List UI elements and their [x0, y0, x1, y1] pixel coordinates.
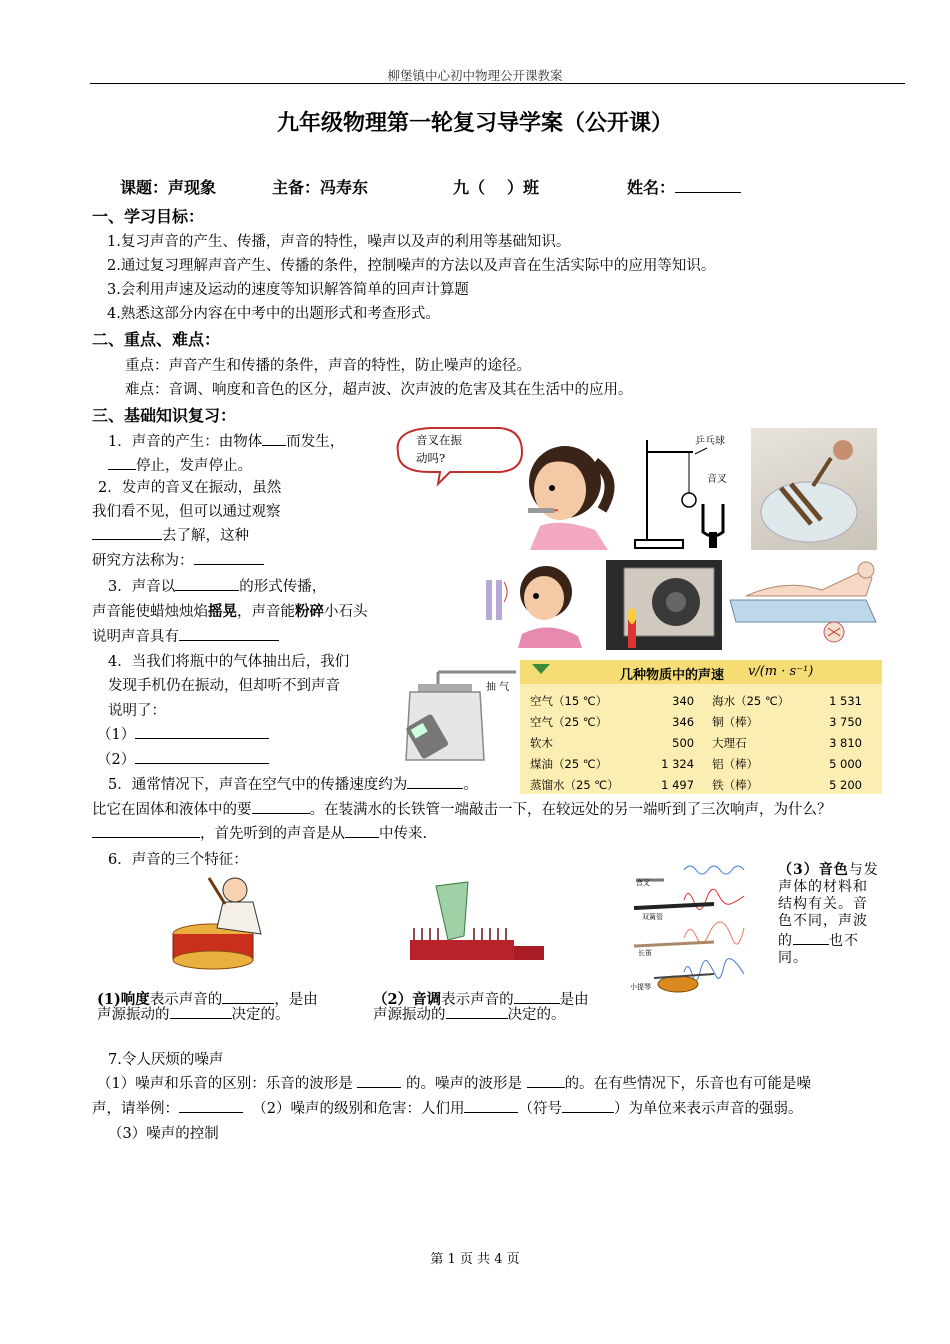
q2-line4: 研究方法称为： — [92, 549, 264, 570]
timbre-caption: （3）音色与发声体的材料和结构有关。音色不同，声波的 也不同。 — [778, 862, 879, 966]
pump-label: 抽 气 — [486, 682, 510, 693]
pingpong-fork-figure — [633, 432, 741, 550]
drummer-figure — [165, 868, 281, 974]
q3-line2: 声音能使蜡烛烛焰摇晃，声音能粉碎小石头 — [92, 603, 368, 620]
class-field: 九（ ）班 — [453, 178, 540, 197]
table-row: 煤油（25 ℃） 1 324 铝（棒） 5 000 — [530, 756, 862, 771]
triangle-marker-icon — [532, 664, 550, 676]
q5-line2: 比它在固体和液体中的要 。在装满水的长铁管一端敲击一下，在较远处的另一端听到了三次响声，为什么？ — [92, 798, 832, 819]
bubble-line2: 动吗? — [416, 451, 446, 465]
q4-answer-2: （2） — [97, 748, 269, 769]
goal-2: 2.通过复习理解声音产生、传播的条件，控制噪声的方法以及声音在生活实际中的应用等知识。 — [107, 258, 716, 274]
loudness-caption-1: (1)响度表示声音的 ，是由 — [97, 991, 318, 1008]
instrument-waveforms-figure — [624, 856, 772, 996]
girl-tuning-fork-figure — [390, 422, 622, 550]
fork-label: 音叉 — [707, 474, 727, 485]
q1-line2: 停止，发声停止。 — [108, 454, 252, 475]
page-title: 九年级物理第一轮复习导学案（公开课） — [276, 111, 673, 136]
q7-line2: 声，请举例： （2）噪声的级别和危害：人们用 （符号 ）为单位来表示声音的强弱。 — [92, 1097, 802, 1118]
goal-3: 3.会利用声速及运动的速度等知识解答简单的回声计算题 — [107, 282, 469, 298]
speaker-candle-photo — [606, 560, 722, 650]
q3-line1: 3．声音以 的形式传播， — [108, 575, 326, 596]
q4-line2: 发现手机仍在振动，但却听不到声音 — [108, 678, 340, 694]
fork-water-photo — [751, 428, 877, 550]
table-row: 软木 500 大理石 3 810 — [530, 735, 862, 750]
instrument-label-fork: 音叉 — [636, 879, 650, 887]
q3-line3: 说明声音具有 — [92, 625, 279, 646]
pingpong-label: 乒乓球 — [695, 436, 725, 447]
header-rule — [90, 83, 905, 84]
table-row: 空气（25 ℃） 346 铜（棒） 3 750 — [530, 714, 862, 729]
instrument-label-violin: 小提琴 — [630, 983, 651, 991]
key-points: 重点：声音产生和传播的条件，声音的特性，防止噪声的途径。 — [125, 358, 531, 374]
q4-line1: 4．当我们将瓶中的气体抽出后，我们 — [108, 654, 350, 670]
q7-heading: 7.令人厌烦的噪声 — [108, 1052, 224, 1068]
girl-hearing-figure — [478, 562, 600, 648]
table-title: 几种物质中的声速 — [620, 668, 725, 683]
goal-1: 1.复习声音的产生、传播，声音的特性，噪声以及声的利用等基础知识。 — [107, 234, 571, 250]
q4-answer-1: （1） — [97, 723, 269, 744]
table-row: 蒸馏水（25 ℃） 1 497 铁（棒） 5 200 — [530, 777, 862, 792]
pitch-caption-2: 声源振动的 决定的。 — [373, 1003, 566, 1024]
q2-line1: 2．发声的音叉在振动，虽然 — [98, 480, 282, 496]
instrument-label-oboe: 双簧管 — [642, 913, 663, 921]
q4-line3: 说明了： — [108, 703, 166, 719]
phone-vacuum-jar-figure — [398, 664, 520, 764]
name-field: 姓名： — [627, 175, 741, 198]
q2-line2: 我们看不见，但可以通过观察 — [92, 504, 281, 520]
speed-table-body — [526, 690, 876, 794]
host: 主备：冯寿东 — [272, 178, 369, 197]
section2-heading: 二、重点、难点： — [92, 330, 221, 349]
loudness-caption-2: 声源振动的 决定的。 — [97, 1003, 290, 1024]
q7-line1: （1）噪声和乐音的区别：乐音的波形是 的。噪声的波形是 的。在有些情况下，乐音也有可能是噪 — [97, 1072, 811, 1093]
q1-line1: 1．声音的产生：由物体 而发生， — [108, 430, 344, 451]
table-row: 空气（15 ℃） 340 海水（25 ℃） 1 531 — [530, 693, 862, 708]
section3-heading: 三、基础知识复习： — [92, 406, 237, 425]
page-footer: 第 1 页 共 4 页 — [430, 1252, 520, 1267]
sound-speed-table — [520, 660, 882, 794]
page-header: 柳堡镇中心初中物理公开课教案 — [387, 68, 563, 83]
section1-heading: 一、学习目标： — [92, 207, 205, 226]
q5-line1: 5．通常情况下，声音在空气中的传播速度约为 。 — [108, 773, 478, 794]
q2-line3: 去了解，这种 — [92, 524, 249, 545]
table-unit: v/(m · s⁻¹) — [748, 664, 814, 679]
q7-line3: （3）噪声的控制 — [108, 1126, 219, 1142]
goal-4: 4.熟悉这部分内容在中考中的出题形式和考查形式。 — [107, 306, 440, 322]
topic: 课题：声现象 — [120, 178, 217, 197]
difficult-points: 难点：音调、响度和音色的区分，超声波、次声波的危害及其在生活中的应用。 — [125, 382, 633, 398]
q5-line3: ，首先听到的声音是从 中传来. — [92, 822, 427, 843]
bubble-line1: 音叉在振 — [416, 433, 462, 447]
q6-heading: 6．声音的三个特征： — [108, 852, 248, 868]
ultrasound-lithotripsy-figure — [726, 560, 882, 650]
instrument-label-flute: 长笛 — [638, 949, 652, 957]
comb-card-figure — [404, 880, 548, 974]
pitch-caption-1: （2）音调表示声音的 是由 — [373, 991, 589, 1008]
